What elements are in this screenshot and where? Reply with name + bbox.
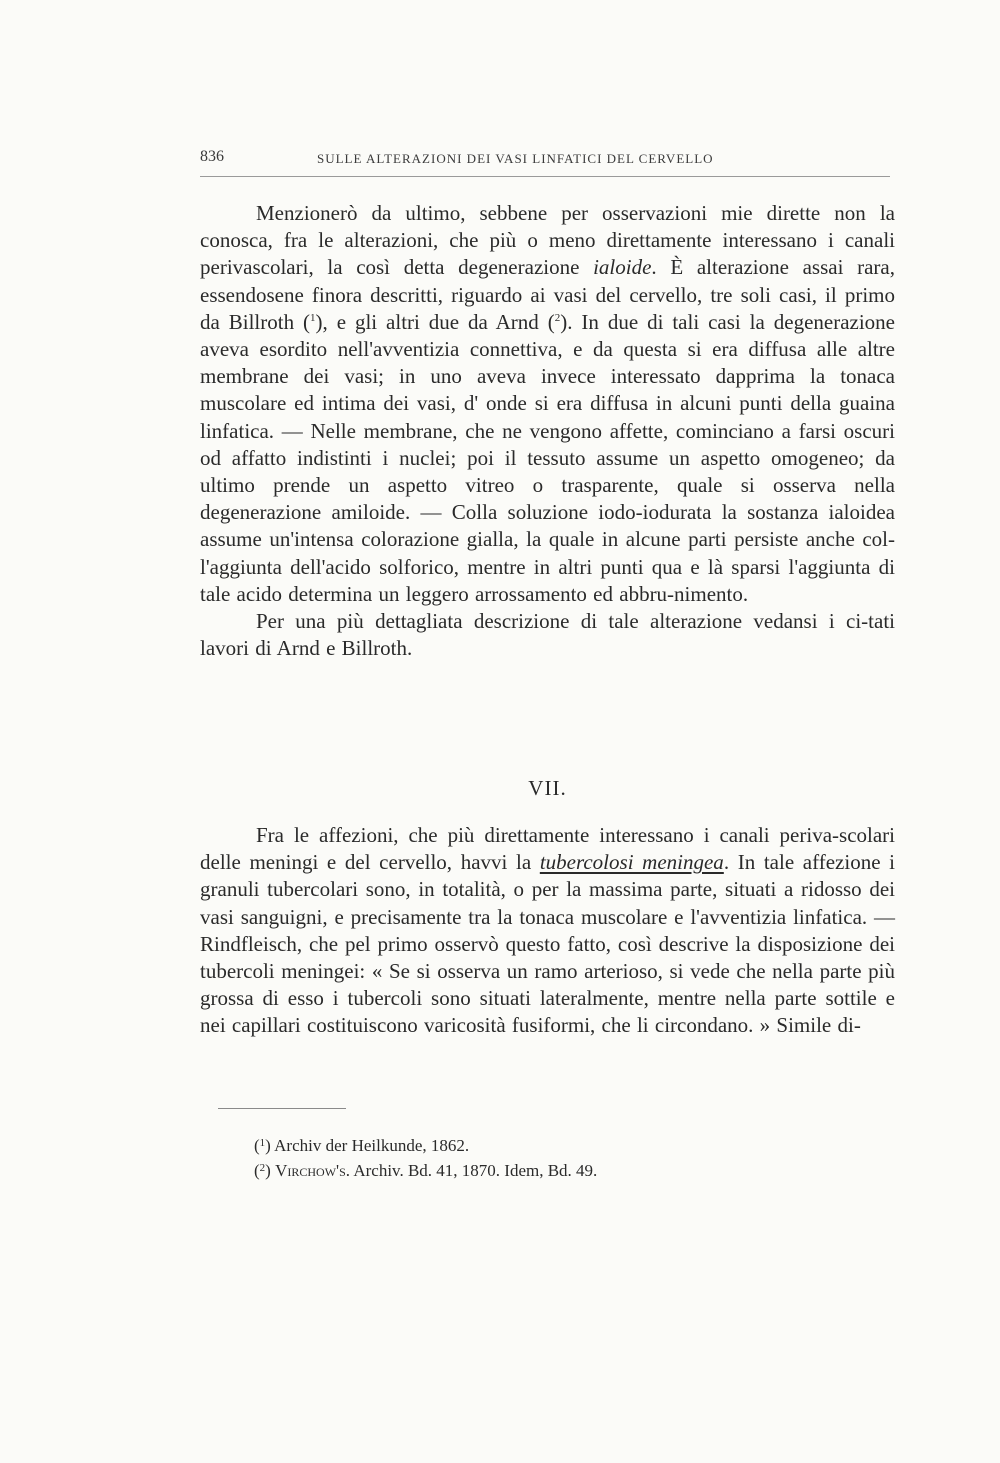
paragraph-references: Per una più dettagliata descrizione di tale alterazione vedansi i ci-tati lavori di Arnd e Billroth. xyxy=(200,609,895,661)
section-heading: VII. xyxy=(528,776,567,800)
paragraph-tubercolosi xyxy=(200,822,895,1040)
footnote-1 xyxy=(254,1132,894,1157)
text-run: ), e gli altri due da Arnd ( xyxy=(315,309,555,334)
footnote-text-1: Archiv der Heilkunde, 1862. xyxy=(270,1136,470,1155)
text-run: . In tale affezione i granuli tubercolari sono, in totalità, o per la massima parte, situati a ridosso dei vasi sanguigni, e precisamente tra la tonaca muscolare e l'avventizia linfatica. — Rindfleisch, che pel primo osservò questo fatto, così descrive la disposizione dei tubercoli meningei: « Se si osserva un ramo arterioso, si vede che nella parte più grossa di esso i tubercoli sono situati lateralmente, mentre nella parte sottile e nei capillari costituiscono varicosità fusiformi, che li circondano. » Simile di- xyxy=(200,850,895,1038)
footnote-2 xyxy=(254,1157,894,1182)
emphasis-ialoide: ialoide xyxy=(593,255,652,280)
fn-paren: ( xyxy=(254,1136,260,1155)
fn-paren: ) xyxy=(265,1136,271,1155)
footnotes xyxy=(254,1132,894,1182)
footnote-ref-2[interactable]: 2 xyxy=(554,311,561,324)
section-1-text xyxy=(200,200,895,662)
text-run: Menzionerò da ultimo, sebbene per osservazioni mie dirette non la conosca, fra le alterazioni, che più o meno direttamente interessano i canali perivascolari, la così detta degenerazione xyxy=(200,201,895,280)
section-2-text xyxy=(200,822,895,1040)
fn-paren: ) xyxy=(265,1161,271,1180)
text-run: Fra le affezioni, che più direttamente interessano i canali periva-scolari delle meningi e del cervello, havvi la xyxy=(200,823,895,875)
text-run: ). In due di tali casi la degenerazione aveva esordito nell'avventizia connettiva, e da questa si era diffusa alle altre membrane dei vasi; in uno aveva invece interessato dapprima la tonaca muscolare ed intima dei vasi, d' onde si era diffusa in alcuni punti della guaina linfatica. — Nelle membrane, che ne vengono affette, cominciano a farsi oscuri od affatto indistinti i nuclei; poi il tessuto assume un aspetto omogeneo; da ultimo prende un aspetto vitreo o trasparente, quale si osserva nella degenerazione amiloide. — Colla soluzione iodo-iodurata la sostanza ialoidea assume un'intensa colorazione gialla, la quale in alcune parti persiste anche col-l'aggiunta dell'acido solforico, mentre in altri punti qua e là sparsi l'aggiunta di tale acido determina un leggero arrossamento ed abbru-nimento. xyxy=(200,309,895,606)
running-title: SULLE ALTERAZIONI DEI VASI LINFATICI DEL CERVELLO xyxy=(317,151,714,166)
footnote-rule xyxy=(218,1108,346,1109)
footnote-mark-2: 2 xyxy=(259,1162,266,1174)
footnote-ref-1[interactable]: 1 xyxy=(310,311,316,324)
fn-paren: ( xyxy=(254,1161,260,1180)
header-rule xyxy=(200,176,890,177)
paragraph-ialoide xyxy=(200,200,895,608)
text-run: . È alterazione assai rara, essendosene finora descritti, riguardo ai vasi del cervello, tre soli casi, il primo da Billroth ( xyxy=(200,255,895,334)
page-number: 836 xyxy=(200,148,224,165)
emphasis-tubercolosi: tubercolosi meningea xyxy=(539,850,724,875)
footnote-text-2: . Archiv. Bd. 41, 1870. Idem, Bd. 49. xyxy=(345,1161,598,1180)
running-header xyxy=(200,148,890,172)
footnote-mark-1: 1 xyxy=(259,1137,266,1149)
footnote-author: Virchow's xyxy=(275,1161,346,1180)
